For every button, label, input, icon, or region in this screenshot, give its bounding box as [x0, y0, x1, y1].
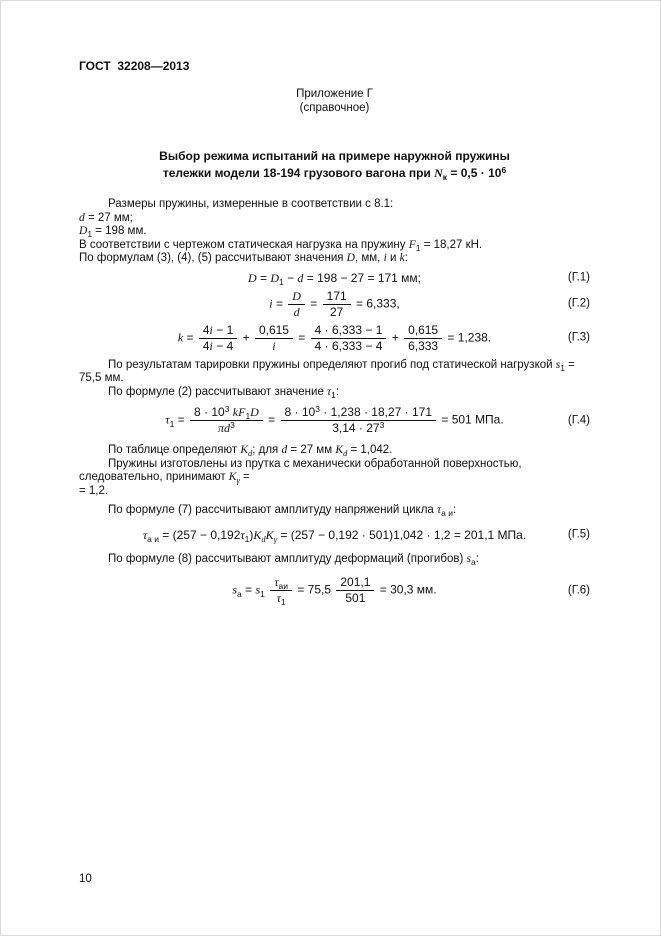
- formula-g3-expression: k = $\frac{4i - 1}{4i - 4}$ + $\frac{0,615}{i}$ = $\frac{4 \cdot 6,333 - 1}{4 \cdot 6,333 - 4}$ + $\frac{0,615}{6,333}$ = 1,238.: [177, 322, 492, 353]
- formula-g6: [79, 575, 590, 606]
- formula-g4-expression: $\tau_1$ = $\frac{8 \cdot 10^3 kF_1D}{\pi d^3}$ = $\frac{8 \cdot 10^3 \cdot 1,238 \cdot 18,27 \cdot 171}{3,14 \cdot 27^3}$ = 501 МПа.: [165, 403, 504, 435]
- paragraph-static-load: В соответствии с чертежом статическая нагрузка на пружину $F_1 = 18,27$ кН.: [79, 238, 483, 253]
- document-content: [79, 59, 590, 615]
- appendix-note: (справочное): [299, 102, 370, 114]
- paragraph-springs: Пружины изготовлены из прутка с механически обработанной поверхностью, следовательно, принимают $K_\gamma$ =: [79, 457, 522, 485]
- appendix-title: Приложение Г: [296, 88, 373, 100]
- formula-g1-number: (Г.1): [567, 271, 590, 284]
- formula-g2-expression: i = $\frac{D}{d}$ = $\frac{171}{27}$ = 6,333,: [269, 288, 400, 319]
- appendix-heading: [79, 87, 590, 115]
- paragraph-table-kd: По таблице определяют $K_d$; для d = 27 мм $K_d = 1,042$.: [108, 444, 393, 458]
- paragraph-sizes: Размеры пружины, измеренные в соответствии с 8.1:: [108, 198, 394, 210]
- formula-g5-expression: $\tau_{а и} = (257 - 0,192\tau_1)K_dK_\gamma = (257 - 0,192 \cdot 501)1,042 \cdot 1,2 = 201,1$ МПа.: [142, 527, 527, 544]
- section-title-line-2: тележки модели 18-194 грузового вагона при $N_к = 0,5 \cdot 10^6$: [162, 164, 507, 182]
- formula-g5-number: (Г.5): [567, 528, 590, 541]
- formula-g2: [79, 289, 590, 320]
- formula-g1-expression: $D = D_1 - d = 198 - 27 = 171$ мм;: [247, 270, 422, 287]
- paragraph-springs-continued: = 1,2.: [79, 484, 109, 497]
- paragraph-formula-7: По формуле (7) рассчитывают амплитуду напряжений цикла $\tau_{а и}$:: [108, 504, 457, 518]
- paragraph-formula-2: По формуле (2) рассчитывают значение $\tau_1$:: [108, 385, 340, 400]
- formula-g6-expression: $s_а = s_1$ $\frac{\tau_{аи}}{\tau_1}$ = 75,5 $\frac{201,1}{501}$ = 30,3 мм.: [232, 575, 437, 607]
- document-code: ГОСТ 32208—2013: [79, 59, 190, 73]
- formula-g1: [79, 271, 590, 286]
- section-title: [79, 148, 590, 182]
- section-title-line-1: Выбор режима испытаний на примере наружной пружины: [159, 149, 510, 163]
- formula-g6-number: (Г.6): [567, 584, 590, 596]
- formula-g3-number: (Г.3): [567, 331, 590, 344]
- paragraph-d1-value: $D_1 = 198$ мм.: [79, 225, 147, 239]
- formula-g3: [79, 323, 590, 354]
- paragraph-formula-8: По формуле (8) рассчитывают амплитуду деформаций (прогибов) $s_а$:: [108, 552, 479, 567]
- page-number: 10: [79, 873, 92, 885]
- paragraph-taring: По результатам тарировки пружины определяют прогиб под статической нагрузкой $s_1 = 75,5$ мм.: [79, 358, 575, 384]
- formula-g5: [79, 528, 590, 543]
- paragraph-formulas-345: По формулам (3), (4), (5) рассчитывают значения D, мм, i и k:: [79, 252, 408, 264]
- formula-g4: [79, 405, 590, 436]
- formula-g2-number: (Г.2): [567, 297, 590, 310]
- paragraph-d-value: d = 27 мм;: [79, 211, 133, 224]
- formula-g4-number: (Г.4): [567, 414, 590, 426]
